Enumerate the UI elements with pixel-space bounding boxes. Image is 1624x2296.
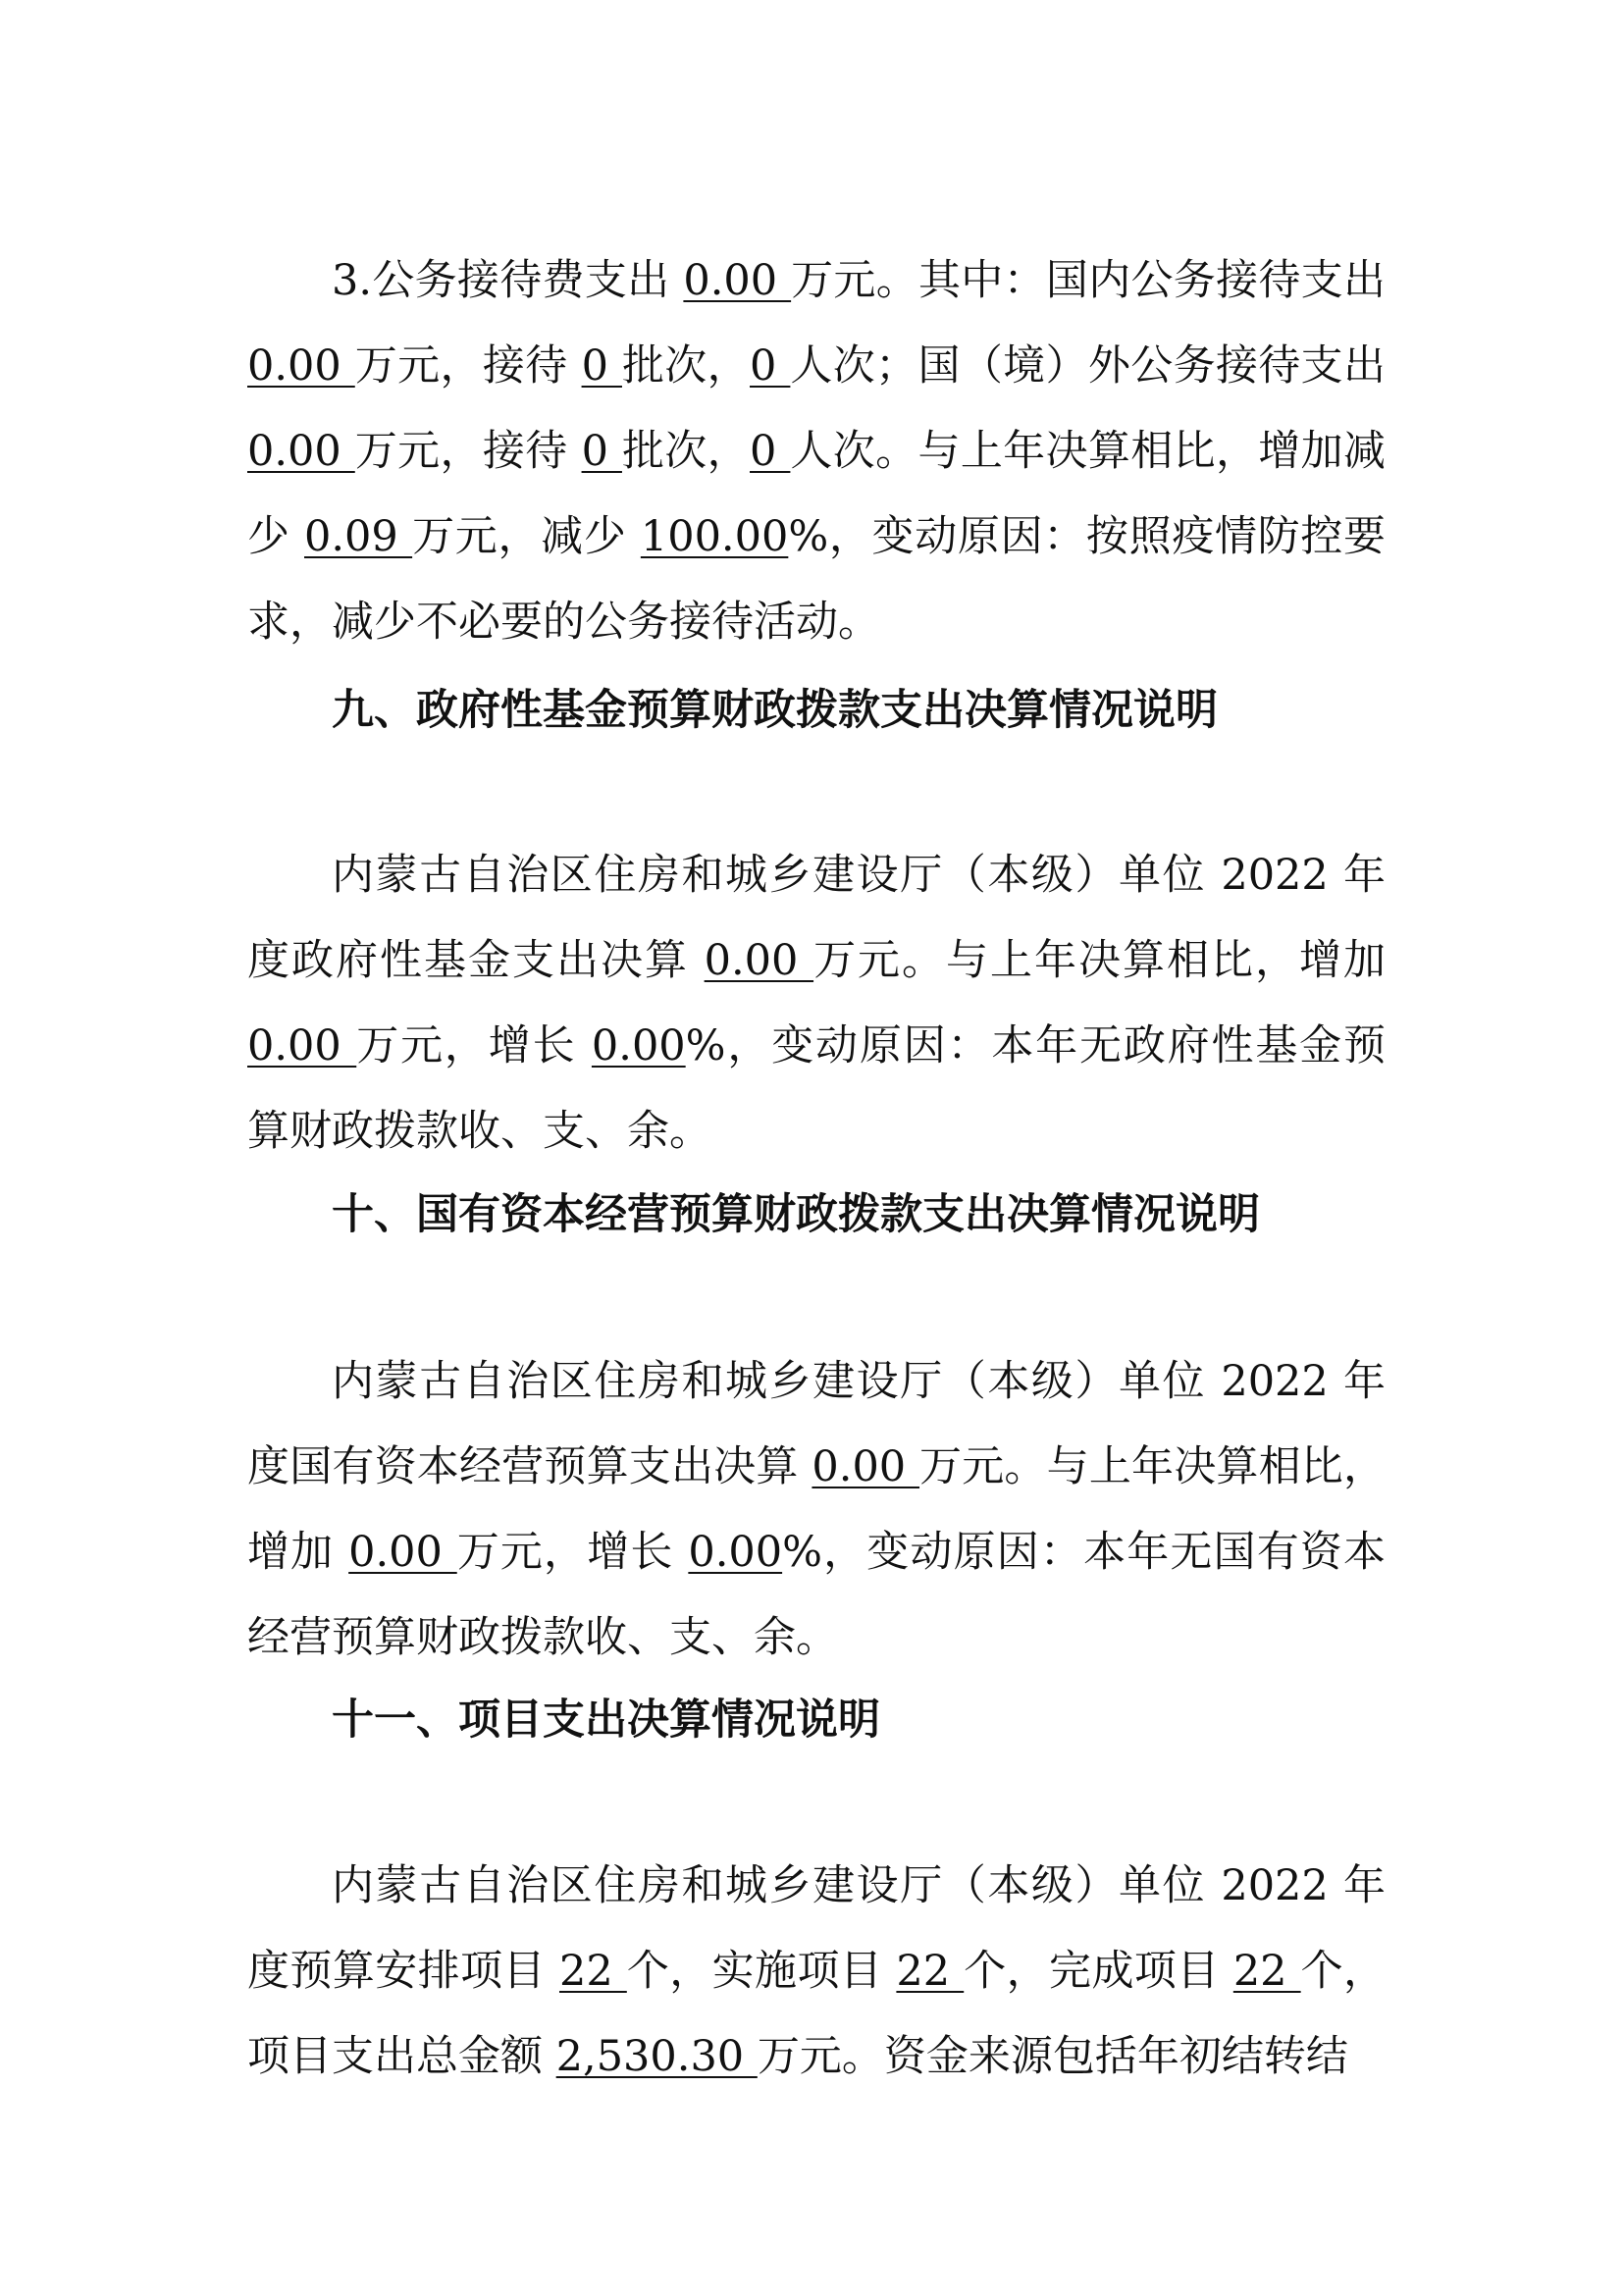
underlined-value: 0 bbox=[750, 341, 791, 391]
text-run: 个，实施项目 bbox=[626, 1947, 897, 1996]
text-run: 万元。资金来源包括年初结转结 bbox=[757, 2032, 1348, 2081]
underlined-value: 0.00 bbox=[247, 427, 355, 476]
text-run: 万元，减少 bbox=[412, 512, 641, 561]
underlined-value: 22 bbox=[896, 1947, 965, 1996]
section-heading-9: 九、政府性基金预算财政拨款支出决算情况说明 bbox=[332, 686, 1218, 735]
underlined-value: 0.00 bbox=[812, 1442, 920, 1491]
text-run: 批次， bbox=[621, 341, 751, 391]
underlined-value: 22 bbox=[1232, 1947, 1301, 1996]
underlined-value: 22 bbox=[559, 1947, 627, 1996]
underlined-value: 0.09 bbox=[304, 512, 413, 561]
text-run: 万元，接待 bbox=[354, 427, 582, 476]
underlined-value: 0.00 bbox=[591, 1021, 686, 1070]
text-run: 批次， bbox=[621, 427, 751, 476]
text-run: 万元。与上年决算相比，增加 bbox=[813, 936, 1387, 985]
section-heading-10: 十、国有资本经营预算财政拨款支出决算情况说明 bbox=[332, 1190, 1260, 1239]
paragraph-reception-expenses bbox=[247, 238, 1386, 665]
text-run: 3.公务接待费支出 bbox=[332, 256, 684, 305]
text-run: 万元，增长 bbox=[356, 1021, 592, 1070]
text-run: 万元。与上年决算相比，增加 bbox=[247, 1442, 1386, 1577]
text-run: %，变动原因：本年无政府性基金预算财政拨款收、支、余。 bbox=[247, 1021, 1387, 1156]
underlined-value: 0.00 bbox=[683, 256, 792, 305]
section-heading-11: 十一、项目支出决算情况说明 bbox=[332, 1696, 880, 1745]
underlined-value: 0 bbox=[581, 427, 622, 476]
underlined-value: 0.00 bbox=[704, 936, 814, 985]
underlined-value: 0.00 bbox=[348, 1528, 457, 1577]
underlined-value: 2,530.30 bbox=[555, 2032, 758, 2081]
text-run: %，变动原因：本年无国有资本经营预算财政拨款收、支、余。 bbox=[247, 1528, 1387, 1662]
paragraph-state-capital bbox=[247, 1339, 1386, 1681]
underlined-value: 0 bbox=[750, 427, 791, 476]
text-run: 万元。其中：国内公务接待支出 bbox=[791, 256, 1386, 305]
text-run: 内蒙古自治区住房和城乡建设厅（本级）单位 2022 年度国有资本经营预算支出决算 bbox=[247, 1357, 1386, 1491]
underlined-value: 100.00 bbox=[640, 512, 789, 561]
text-run: 人次；国（境）外公务接待支出 bbox=[790, 341, 1387, 391]
paragraph-government-fund bbox=[247, 833, 1386, 1174]
text-run: 个，完成项目 bbox=[964, 1947, 1233, 1996]
underlined-value: 0 bbox=[581, 341, 622, 391]
text-run: 万元，接待 bbox=[354, 341, 582, 391]
text-run: 内蒙古自治区住房和城乡建设厅（本级）单位 2022 年度政府性基金支出决算 bbox=[247, 851, 1386, 985]
underlined-value: 0.00 bbox=[247, 1021, 357, 1070]
paragraph-project-expenses bbox=[247, 1844, 1386, 2100]
text-run: 万元，增长 bbox=[456, 1528, 689, 1577]
text-run: %，变动原因：按照疫情防控要求，减少不必要的公务接待活动。 bbox=[247, 512, 1386, 647]
text-run: 人次。与上年决算相比，增加减少 bbox=[247, 427, 1387, 561]
text-run: 个，项目支出总金额 bbox=[247, 1947, 1387, 2081]
underlined-value: 0.00 bbox=[247, 341, 355, 391]
underlined-value: 0.00 bbox=[688, 1528, 783, 1577]
text-run: 内蒙古自治区住房和城乡建设厅（本级）单位 2022 年度预算安排项目 bbox=[247, 1861, 1386, 1996]
